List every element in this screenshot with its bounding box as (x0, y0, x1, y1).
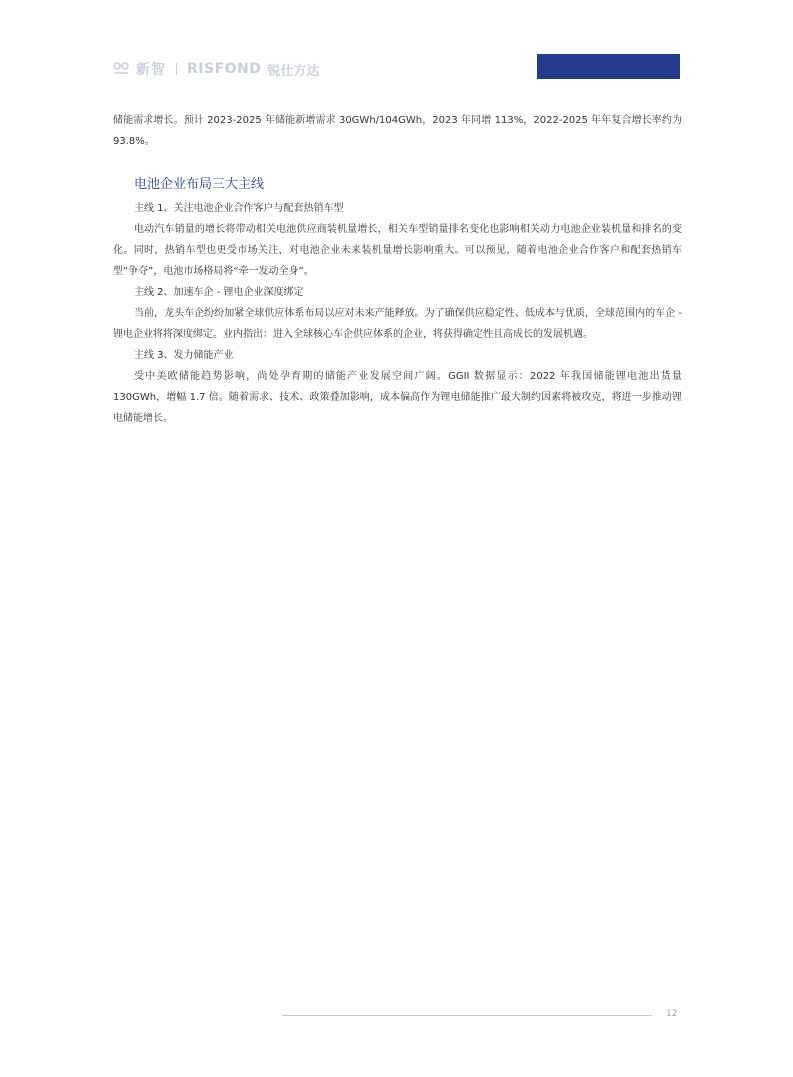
logo-divider (176, 63, 177, 75)
line-3-title: 主线 3、发力储能产业 (134, 350, 234, 361)
intro-paragraph: 储能需求增长。预计 2023-2025 年储能新增需求 30GWh/104GWh，2023 年同增 113%，2022-2025 年年复合增长率约为 93.8%。 (113, 115, 682, 147)
xinzhi-logo-icon (112, 61, 130, 77)
logo-risfond-cn-text: 锐仕方达 (267, 63, 320, 79)
page-number: 12 (666, 1009, 678, 1019)
line-1-paragraph: 电动汽车销量的增长将带动相关电池供应商装机量增长，相关车型销量排名变化也影响相关动力电池企业装机量和排名的变化。同时，热销车型也更受市场关注，对电池企业未来装机量增长影响重大。可以预见，随着电池企业合作客户和配套热销车型“争夺”，电池市场格局将“牵一发动全身”。 (113, 224, 682, 277)
page-content (113, 110, 682, 429)
footer-divider (282, 1015, 652, 1016)
line-2-title: 主线 2、加速车企 - 锂电企业深度绑定 (134, 287, 304, 298)
header-logo (112, 60, 319, 78)
line-2-paragraph: 当前，龙头车企纷纷加紧全球供应体系布局以应对未来产能释放。为了确保供应稳定性、低成本与优质，全球范围内的车企 - 锂电企业将将深度绑定。业内指出：进入全球核心车企供应体系的企业，将获得确定性且高成长的发展机遇。 (113, 308, 682, 340)
logo-xinzhi-text: 新智 (136, 62, 166, 78)
logo-risfond-text: RISFOND (187, 61, 262, 77)
section-title: 电池企业布局三大主线 (134, 177, 265, 192)
line-1-title: 主线 1、关注电池企业合作客户与配套热销车型 (134, 203, 344, 214)
header-accent-bar (537, 54, 680, 79)
line-3-paragraph: 受中美欧储能趋势影响，尚处孕育期的储能产业发展空间广阔。GGII 数据显示：2022 年我国储能锂电池出货量 130GWh，增幅 1.7 倍。随着需求、技术、政策叠加影响，成本偏高作为锂电储能推广最大制约因素将被攻克，将进一步推动锂电储能增长。 (113, 371, 682, 424)
